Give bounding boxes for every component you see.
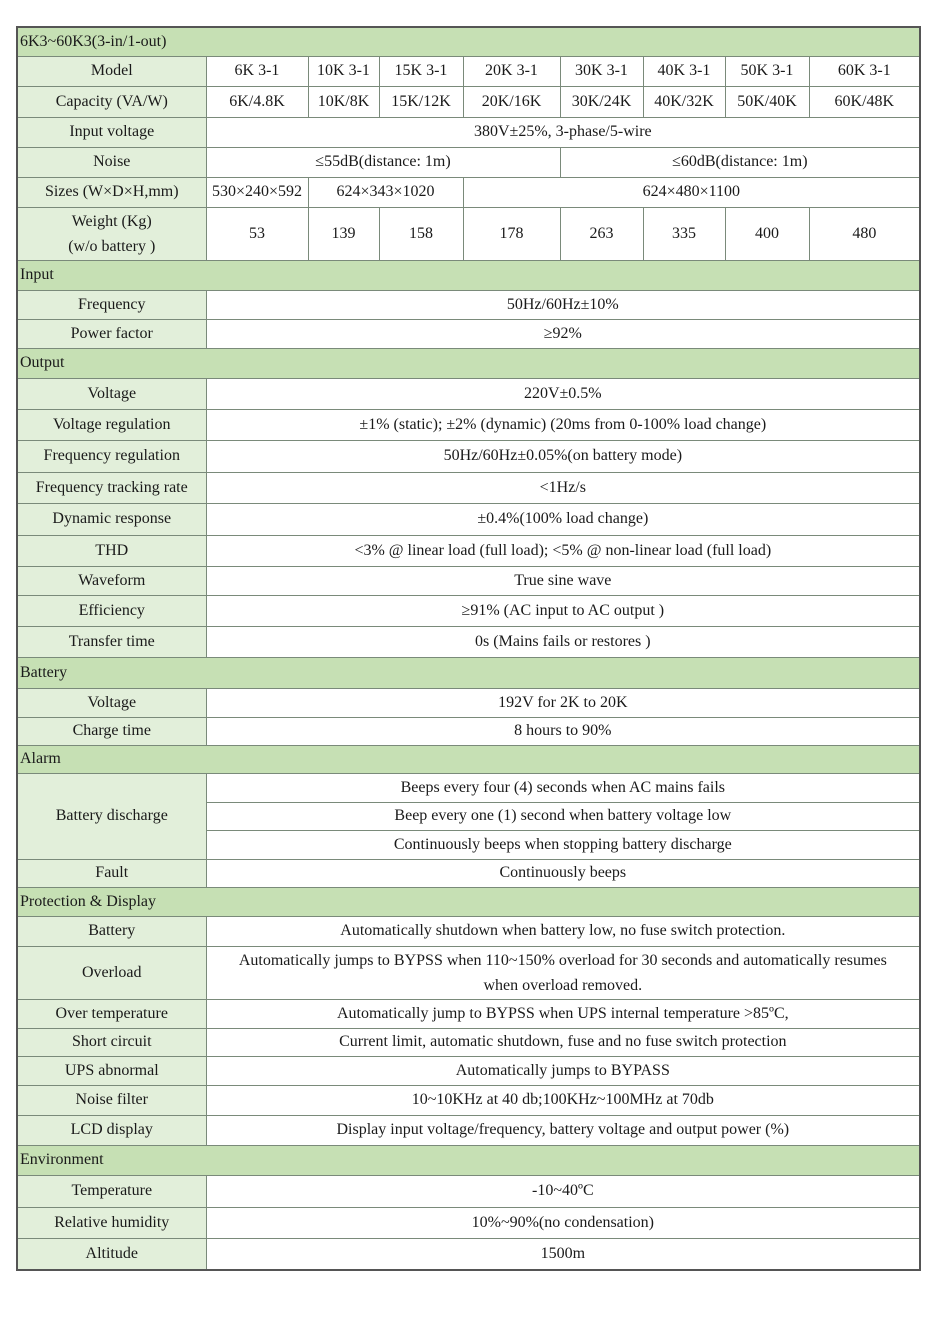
model-cell: 10K 3-1 [308, 56, 379, 86]
value-cell: Display input voltage/frequency, battery voltage and output power (%) [206, 1115, 920, 1145]
model-row [17, 56, 920, 86]
value-cell: Continuously beeps when stopping battery discharge [206, 830, 920, 859]
spec-row [17, 626, 920, 657]
weight-cell: 335 [643, 207, 725, 260]
spec-row [17, 440, 920, 472]
capacity-row [17, 86, 920, 117]
value-cell: ±1% (static); ±2% (dynamic) (20ms from 0-100% load change) [206, 409, 920, 440]
row-label: Frequency tracking rate [17, 472, 206, 503]
row-label: Dynamic response [17, 503, 206, 535]
value-cell: 192V for 2K to 20K [206, 688, 920, 717]
spec-row [17, 1175, 920, 1207]
row-label: Voltage [17, 688, 206, 717]
model-cell: 60K 3-1 [809, 56, 920, 86]
weight-cell: 263 [560, 207, 643, 260]
value-cell: <3% @ linear load (full load); <5% @ non-linear load (full load) [206, 535, 920, 566]
size-cell: 624×480×1100 [463, 177, 920, 207]
spec-row [17, 472, 920, 503]
section-header-environment: Environment [17, 1145, 920, 1175]
value-cell: Beeps every four (4) seconds when AC mains fails [206, 773, 920, 802]
capacity-cell: 60K/48K [809, 86, 920, 117]
capacity-cell: 10K/8K [308, 86, 379, 117]
weight-row [17, 207, 920, 260]
value-cell: <1Hz/s [206, 472, 920, 503]
weight-cell: 139 [308, 207, 379, 260]
weight-label-line1: Weight (Kg) [71, 212, 152, 230]
spec-row [17, 916, 920, 946]
row-label: Overload [17, 946, 206, 999]
noise-row [17, 147, 920, 177]
spec-row [17, 290, 920, 319]
spec-row [17, 1085, 920, 1115]
spec-row [17, 409, 920, 440]
weight-cell: 53 [206, 207, 308, 260]
spec-row [17, 535, 920, 566]
input-voltage-row [17, 117, 920, 147]
value-cell: 1500m [206, 1238, 920, 1270]
value-cell: Automatically shutdown when battery low, no fuse switch protection. [206, 916, 920, 946]
row-label: Short circuit [17, 1028, 206, 1056]
row-label: Input voltage [17, 117, 206, 147]
model-cell: 30K 3-1 [560, 56, 643, 86]
value-cell: 0s (Mains fails or restores ) [206, 626, 920, 657]
spec-row [17, 378, 920, 409]
section-header-battery: Battery [17, 657, 920, 688]
value-cell: True sine wave [206, 566, 920, 595]
spec-row [17, 717, 920, 745]
row-label: Voltage [17, 378, 206, 409]
spec-row [17, 1028, 920, 1056]
model-cell: 50K 3-1 [725, 56, 809, 86]
row-label: Noise [17, 147, 206, 177]
spec-row [17, 1207, 920, 1238]
spec-row [17, 1056, 920, 1085]
row-label: Altitude [17, 1238, 206, 1270]
spec-row [17, 595, 920, 626]
capacity-cell: 15K/12K [379, 86, 463, 117]
row-label: Efficiency [17, 595, 206, 626]
section-header-protection: Protection & Display [17, 887, 920, 916]
value-cell: Beep every one (1) second when battery voltage low [206, 802, 920, 830]
spec-row [17, 1238, 920, 1270]
ups-spec-table [16, 26, 921, 1271]
section-header-alarm: Alarm [17, 745, 920, 773]
value-cell: Automatically jumps to BYPASS [206, 1056, 920, 1085]
row-label: Capacity (VA/W) [17, 86, 206, 117]
value-cell: 220V±0.5% [206, 378, 920, 409]
section-header-input: Input [17, 260, 920, 290]
row-label: THD [17, 535, 206, 566]
row-label: Over temperature [17, 999, 206, 1028]
spec-row [17, 773, 920, 802]
row-label: Voltage regulation [17, 409, 206, 440]
row-label: Battery discharge [17, 773, 206, 859]
value-cell: 50Hz/60Hz±0.05%(on battery mode) [206, 440, 920, 472]
size-cell: 530×240×592 [206, 177, 308, 207]
model-cell: 6K 3-1 [206, 56, 308, 86]
value-cell: Automatically jumps to BYPSS when 110~150% overload for 30 seconds and automatically resumes when overload removed. [206, 946, 920, 999]
spec-row [17, 503, 920, 535]
row-label: Temperature [17, 1175, 206, 1207]
weight-cell: 480 [809, 207, 920, 260]
row-label: Frequency regulation [17, 440, 206, 472]
value-cell: ≥92% [206, 319, 920, 348]
sizes-row [17, 177, 920, 207]
capacity-cell: 40K/32K [643, 86, 725, 117]
value-cell: Current limit, automatic shutdown, fuse and no fuse switch protection [206, 1028, 920, 1056]
row-label: Frequency [17, 290, 206, 319]
value-cell: Continuously beeps [206, 859, 920, 887]
row-label [17, 207, 206, 260]
section-header-output: Output [17, 348, 920, 378]
row-label: LCD display [17, 1115, 206, 1145]
capacity-cell: 30K/24K [560, 86, 643, 117]
row-label: Waveform [17, 566, 206, 595]
spec-row [17, 566, 920, 595]
value-cell: -10~40ºC [206, 1175, 920, 1207]
value-cell: 50Hz/60Hz±10% [206, 290, 920, 319]
row-label: Fault [17, 859, 206, 887]
value-cell: 10%~90%(no condensation) [206, 1207, 920, 1238]
row-label: Charge time [17, 717, 206, 745]
capacity-cell: 6K/4.8K [206, 86, 308, 117]
row-label: Transfer time [17, 626, 206, 657]
value-cell: 8 hours to 90% [206, 717, 920, 745]
row-label: Sizes (W×D×H,mm) [17, 177, 206, 207]
model-cell: 20K 3-1 [463, 56, 560, 86]
spec-row [17, 688, 920, 717]
row-label: Model [17, 56, 206, 86]
spec-row [17, 319, 920, 348]
row-label: Relative humidity [17, 1207, 206, 1238]
value-cell: 10~10KHz at 40 db;100KHz~100MHz at 70db [206, 1085, 920, 1115]
spec-row [17, 859, 920, 887]
row-label: Power factor [17, 319, 206, 348]
value-cell: 380V±25%, 3-phase/5-wire [206, 117, 920, 147]
model-cell: 40K 3-1 [643, 56, 725, 86]
noise-cell: ≤60dB(distance: 1m) [560, 147, 920, 177]
capacity-cell: 20K/16K [463, 86, 560, 117]
value-cell: ±0.4%(100% load change) [206, 503, 920, 535]
spec-row [17, 999, 920, 1028]
weight-cell: 400 [725, 207, 809, 260]
value-cell: Automatically jump to BYPSS when UPS internal temperature >85ºC, [206, 999, 920, 1028]
capacity-cell: 50K/40K [725, 86, 809, 117]
weight-label-line2: (w/o battery ) [68, 237, 156, 255]
row-label: Battery [17, 916, 206, 946]
weight-cell: 178 [463, 207, 560, 260]
value-cell: ≥91% (AC input to AC output ) [206, 595, 920, 626]
model-cell: 15K 3-1 [379, 56, 463, 86]
spec-row [17, 946, 920, 999]
table-title: 6K3~60K3(3-in/1-out) [17, 27, 920, 56]
spec-row [17, 1115, 920, 1145]
row-label: UPS abnormal [17, 1056, 206, 1085]
noise-cell: ≤55dB(distance: 1m) [206, 147, 560, 177]
size-cell: 624×343×1020 [308, 177, 463, 207]
weight-cell: 158 [379, 207, 463, 260]
row-label: Noise filter [17, 1085, 206, 1115]
